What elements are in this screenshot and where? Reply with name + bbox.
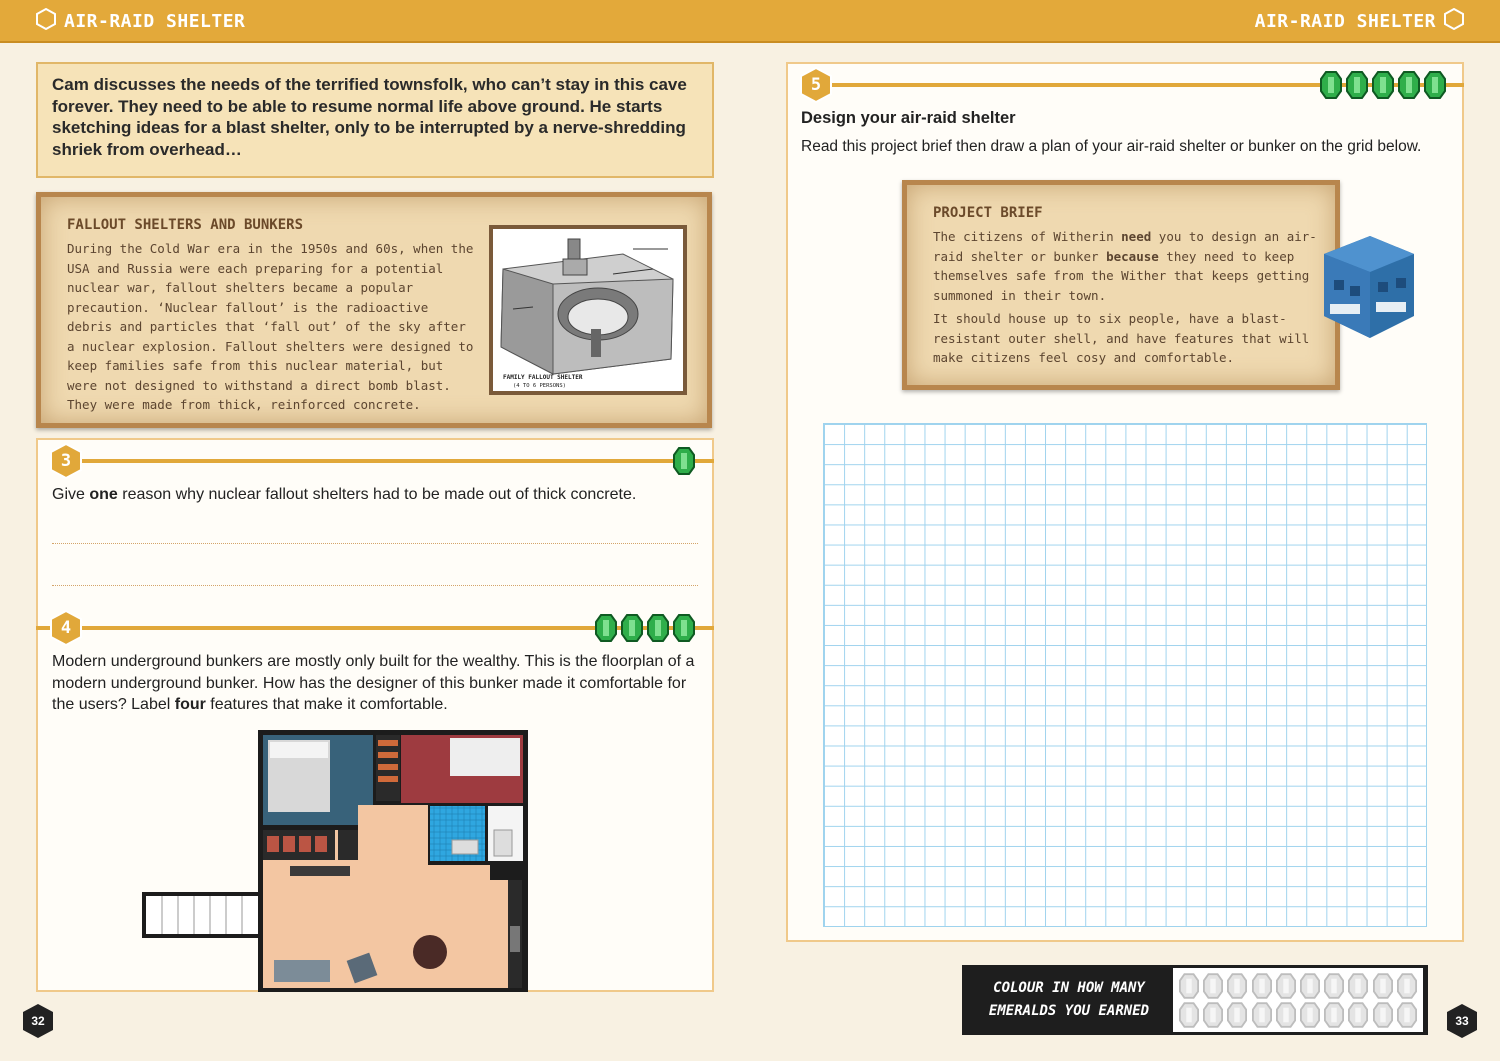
diagram-caption-sub: (4 TO 6 PERSONS)	[513, 383, 566, 389]
emerald-icon	[1346, 71, 1368, 99]
fallout-shelter-diagram	[489, 225, 687, 395]
wither-skull-icon	[1316, 232, 1416, 340]
brief-paragraph-1: The citizens of Witherin need you to design an air-raid shelter or bunker because they need to keep themselves safe from the Wither that keeps getting summoned in their town.	[933, 229, 1317, 303]
question-4-badge: 4	[50, 610, 82, 646]
drawing-grid[interactable]	[823, 423, 1427, 927]
hexagon-icon	[1444, 8, 1464, 35]
question-5-heading: Design your air-raid shelter	[801, 109, 1016, 127]
bunker-floorplan	[140, 730, 530, 992]
emerald-slot-icon[interactable]	[1177, 971, 1201, 1000]
emerald-slot-icon[interactable]	[1298, 1000, 1322, 1029]
counter-label: COLOUR IN HOW MANY EMERALDS YOU EARNED	[988, 980, 1150, 1019]
emerald-slot-icon[interactable]	[1395, 1000, 1419, 1029]
page-number-right: 33	[1446, 1003, 1478, 1039]
intro-text: Cam discusses the needs of the terrified townsfolk, who can’t stay in this cave forever. They need to be able to resume normal life above ground. He starts sketching ideas for a blast shelter, only to be interrupted by a nerve-shredding shriek from overhead…	[52, 75, 687, 159]
fallout-info-panel	[36, 192, 712, 428]
section-title-left: AIR-RAID SHELTER	[36, 8, 245, 35]
header-bar	[0, 0, 1500, 43]
q3-rule	[50, 459, 714, 463]
emerald-slots	[1173, 968, 1423, 1032]
emerald-icon	[673, 447, 695, 475]
section-title-right: AIR-RAID SHELTER	[1255, 8, 1464, 35]
emerald-slot-icon[interactable]	[1322, 1000, 1346, 1029]
emerald-slot-icon[interactable]	[1274, 971, 1298, 1000]
question-4-text: Modern underground bunkers are mostly only built for the wealthy. This is the floorplan of a modern underground bunker. How has the designer of this bunker made it comfortable for the users? Label four features that make it comfortable.	[52, 653, 695, 713]
fallout-heading: FALLOUT SHELTERS AND BUNKERS	[67, 217, 304, 233]
emerald-slot-icon[interactable]	[1346, 1000, 1370, 1029]
answer-line[interactable]	[52, 585, 698, 586]
emerald-icon	[595, 614, 617, 642]
emerald-counter	[962, 965, 1428, 1035]
answer-line[interactable]	[52, 543, 698, 544]
emerald-icon	[1320, 71, 1342, 99]
emerald-icon	[621, 614, 643, 642]
emerald-slot-icon[interactable]	[1346, 971, 1370, 1000]
question-3-text: Give one reason why nuclear fallout shelters had to be made out of thick concrete.	[52, 486, 637, 503]
emerald-slot-icon[interactable]	[1225, 1000, 1249, 1029]
emerald-icon	[1372, 71, 1394, 99]
emerald-icon	[673, 614, 695, 642]
intro-box	[36, 62, 714, 178]
diagram-caption: FAMILY FALLOUT SHELTER	[503, 374, 583, 381]
emerald-slot-icon[interactable]	[1274, 1000, 1298, 1029]
emerald-slot-icon[interactable]	[1177, 1000, 1201, 1029]
question-5-instruction: Read this project brief then draw a plan of your air-raid shelter or bunker on the grid below.	[801, 138, 1422, 155]
fallout-body: During the Cold War era in the 1950s and 60s, when the USA and Russia were each preparing for a potential nuclear war, fallout shelters became a popular precaution. ‘Nuclear fallout’ is the radioactive debris and particles that ‘fall out’ of the sky after a nuclear explosion. Fallout shelters were designed to keep families safe from this nuclear material, but were not designed to withstand a direct bomb blast. They were made from thick, reinforced concrete.	[67, 241, 474, 412]
emerald-slot-icon[interactable]	[1298, 971, 1322, 1000]
page-number-left: 32	[22, 1003, 54, 1039]
emerald-icon	[647, 614, 669, 642]
emerald-slot-icon[interactable]	[1250, 971, 1274, 1000]
question-5-badge: 5	[800, 67, 832, 103]
emerald-slot-icon[interactable]	[1225, 971, 1249, 1000]
emerald-slot-icon[interactable]	[1322, 971, 1346, 1000]
emerald-slot-icon[interactable]	[1250, 1000, 1274, 1029]
brief-paragraph-2: It should house up to six people, have a blast-resistant outer shell, and have features that will make citizens feel cosy and comfortable.	[933, 311, 1310, 365]
question-3-badge: 3	[50, 443, 82, 479]
emerald-slot-icon[interactable]	[1201, 971, 1225, 1000]
emerald-slot-icon[interactable]	[1201, 1000, 1225, 1029]
emerald-icon	[1398, 71, 1420, 99]
emerald-slot-icon[interactable]	[1371, 971, 1395, 1000]
brief-heading: PROJECT BRIEF	[933, 205, 1043, 221]
project-brief-panel	[902, 180, 1340, 390]
emerald-icon	[1424, 71, 1446, 99]
hexagon-icon	[36, 8, 56, 35]
emerald-slot-icon[interactable]	[1371, 1000, 1395, 1029]
emerald-slot-icon[interactable]	[1395, 971, 1419, 1000]
